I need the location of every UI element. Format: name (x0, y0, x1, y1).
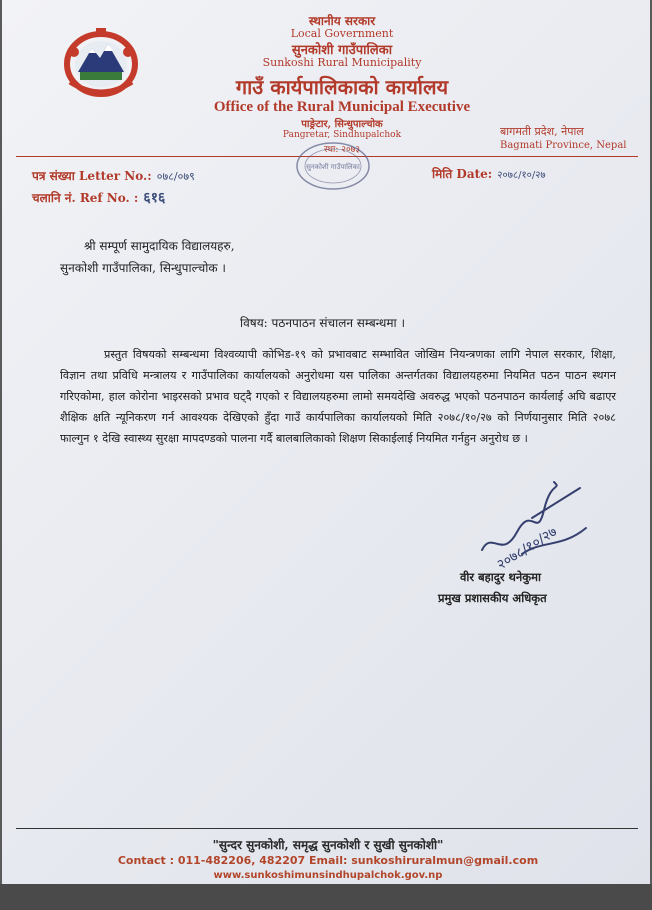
letter-number-row (32, 165, 195, 184)
letter-page (2, 0, 650, 910)
local-government-en: Local Government (290, 27, 394, 40)
body-paragraph: प्रस्तुत विषयको सम्बन्धमा विश्वव्यापी कोभिड-१९ को प्रभावबाट सम्भावित जोखिम नियन्त्रणका लागि नेपाल सरकार, शिक्षा, विज्ञान तथा प्रविधि मन्त्रालय र गाउँपालिका कार्यालयको अनुरोधमा यस पालिका अन्तर्गतका विद्यालयहरुमा नियमित पठन पाठन स्थगन गरिएकोमा, हाल कोरोना भाइरसको प्रभाव घट्दै गएको र विद्यालयहरुमा लामो समयदेखि अवरुद्ध भएको पठनपाठन कार्यलाई अघि बढाएर शैक्षिक क्षति न्यूनिकरण गर्न आवश्यक देखिएको हुँदा गाउँ कार्यपालिका कार्यालयको मिति २०७८/१०/२७ को निर्णयानुसार मिति २०७८ फाल्गुन १ देखि स्वास्थ्य सुरक्षा मापदण्डको पालना गर्दै बालबालिकाको शिक्षण सिकाईलाई नियमित गर्नहुन अनुरोध छ । (60, 348, 616, 445)
stamp-text: सुनकोशी गाउँपालिका (306, 163, 360, 171)
footer-slogan: "सुन्दर सुनकोशी, समृद्ध सुनकोशी र सुखी सुनकोशी" (212, 838, 444, 852)
letter-no-label: पत्र संख्या Letter No.: (32, 169, 152, 183)
footer-divider (16, 828, 638, 829)
ref-number-row (32, 187, 165, 207)
nepal-emblem-icon (56, 22, 146, 102)
ref-no-label: चलानि नं. Ref No. : (32, 191, 139, 205)
local-government-np: स्थानीय सरकार (308, 14, 376, 28)
date-row (432, 163, 546, 182)
office-name-np: गाउँ कार्यपालिकाको कार्यालय (235, 75, 449, 99)
office-name-en: Office of the Rural Municipal Executive (213, 99, 471, 115)
office-address-np: पाङ्रेटार, सिन्धुपाल्चोक (301, 119, 383, 130)
footer-website: www.sunkoshimunsindhupalchok.gov.np (213, 870, 443, 881)
municipality-name-np: सुनकोशी गाउँपालिका (291, 43, 393, 58)
signatory-designation: प्रमुख प्रशासकीय अधिकृत (438, 591, 547, 605)
office-address-en: Pangretar, Sindhupalchok (282, 130, 402, 140)
background-surface (0, 884, 652, 910)
office-stamp-icon (294, 140, 372, 192)
letter-body (60, 344, 616, 449)
ref-no-value: ६१६ (143, 190, 166, 206)
recipient-line-2: सुनकोशी गाउँपालिका, सिन्धुपाल्चोक । (60, 261, 226, 275)
province-np: बागमती प्रदेश, नेपाल (500, 125, 584, 138)
province-en: Bagmati Province, Nepal (500, 140, 627, 151)
letter-no-value: ०७८/०७९ (156, 170, 195, 183)
recipient-line-1: श्री सम्पूर्ण सामुदायिक विद्यालयहरु, (84, 239, 235, 253)
signature-icon (462, 470, 602, 580)
signature-handwritten-date: २०७८/१०/२७ (494, 523, 561, 574)
signatory-name: वीर बहादुर थनेकुमा (460, 570, 541, 584)
footer-contact: Contact : 011-482206, 482207 Email: sunkoshiruralmun@gmail.com (117, 854, 539, 867)
municipality-name-en: Sunkoshi Rural Municipality (262, 56, 422, 69)
date-label: मिति Date: (432, 167, 493, 181)
established-year: स्था: २०७३ (323, 145, 361, 155)
letter-subject: विषय: पठनपाठन संचालन सम्बन्धमा । (240, 316, 406, 330)
date-value: २०७८/१०/२७ (497, 170, 546, 181)
